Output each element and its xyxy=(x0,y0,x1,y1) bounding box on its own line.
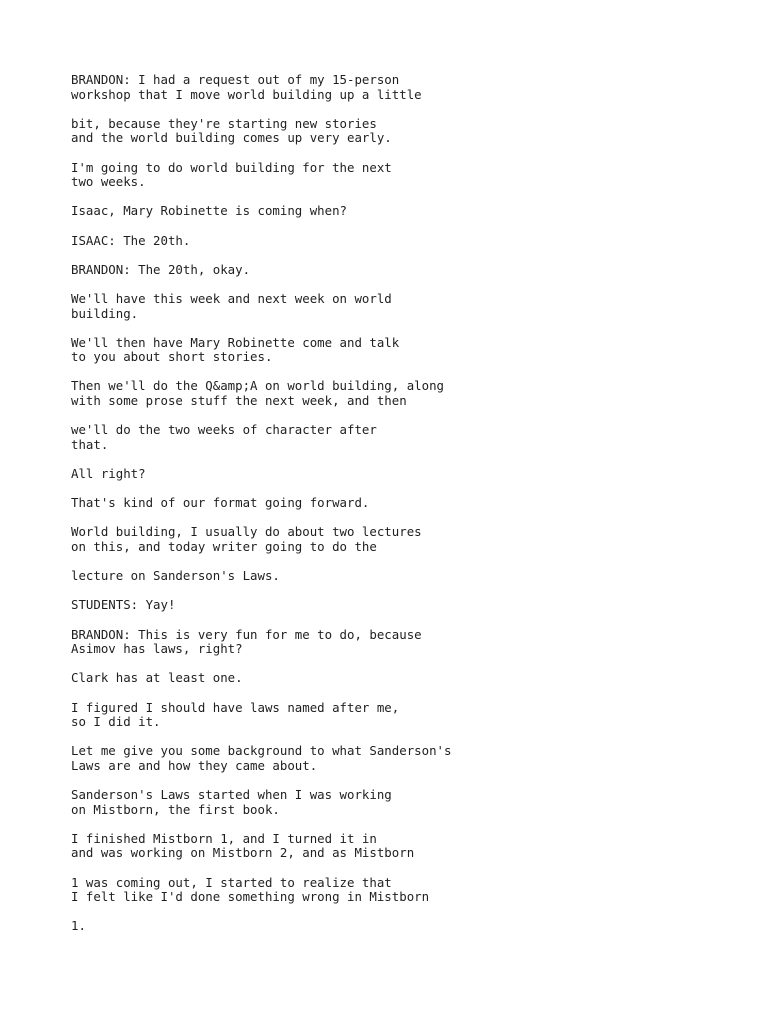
transcript-line: on Mistborn, the first book. xyxy=(71,801,280,817)
transcript-line: I felt like I'd done something wrong in Mistborn xyxy=(71,889,430,905)
transcript-paragraph xyxy=(71,467,731,482)
transcript-line: Sanderson's Laws started when I was working xyxy=(71,787,392,803)
transcript-line: BRANDON: I had a request out of my 15-person xyxy=(71,72,400,87)
transcript-paragraph xyxy=(71,423,731,452)
transcript-paragraph xyxy=(71,628,731,657)
transcript-paragraph xyxy=(71,671,731,686)
transcript-line: on this, and today writer going to do the xyxy=(71,539,377,554)
transcript-line: building. xyxy=(71,305,139,321)
transcript-paragraph xyxy=(71,292,731,321)
transcript-line: World building, I usually do about two lectures xyxy=(71,524,422,540)
transcript-line: I'm going to do world building for the next xyxy=(71,159,392,175)
transcript-line: that. xyxy=(71,436,109,452)
transcript-paragraph xyxy=(71,598,731,613)
transcript-line: Isaac, Mary Robinette is coming when? xyxy=(71,203,348,219)
transcript-line: I finished Mistborn 1, and I turned it in xyxy=(71,830,377,846)
transcript-paragraph xyxy=(71,525,731,554)
transcript-line: 1. xyxy=(71,918,86,934)
transcript-line: We'll have this week and next week on world xyxy=(71,290,392,306)
transcript-paragraph xyxy=(71,876,731,905)
transcript-line: I figured I should have laws named after me, xyxy=(71,699,400,715)
transcript-line: Then we'll do the Q&amp;A on world building, along xyxy=(71,378,444,394)
transcript-line: Let me give you some background to what Sanderson's xyxy=(71,743,452,759)
transcript-paragraph xyxy=(71,701,731,730)
transcript-paragraph xyxy=(71,263,731,278)
transcript-line: 1 was coming out, I started to realize that xyxy=(71,874,392,890)
transcript-line: to you about short stories. xyxy=(71,349,273,365)
transcript-paragraph xyxy=(71,788,731,817)
transcript-line: we'll do the two weeks of character after xyxy=(71,422,377,438)
transcript-line: BRANDON: The 20th, okay. xyxy=(71,261,251,277)
transcript-line: Laws are and how they came about. xyxy=(71,757,318,773)
transcript-line: bit, because they're starting new stories xyxy=(71,115,377,131)
transcript-paragraph xyxy=(71,919,731,934)
transcript-line: so I did it. xyxy=(71,714,161,730)
transcript-line: Clark has at least one. xyxy=(71,670,243,686)
transcript-paragraph xyxy=(71,832,731,861)
transcript-text xyxy=(71,73,731,949)
transcript-paragraph xyxy=(71,744,731,773)
transcript-line: with some prose stuff the next week, and then xyxy=(71,393,407,409)
transcript-line: lecture on Sanderson's Laws. xyxy=(71,568,280,584)
transcript-paragraph xyxy=(71,73,731,102)
transcript-line: workshop that I move world building up a little xyxy=(71,86,422,102)
transcript-paragraph xyxy=(71,204,731,219)
transcript-paragraph xyxy=(71,569,731,584)
transcript-line: ISAAC: The 20th. xyxy=(71,232,191,248)
transcript-line: That's kind of our format going forward. xyxy=(71,495,370,511)
transcript-line: STUDENTS: Yay! xyxy=(71,597,176,613)
transcript-paragraph xyxy=(71,234,731,249)
transcript-line: two weeks. xyxy=(71,174,146,190)
transcript-paragraph xyxy=(71,496,731,511)
transcript-line: We'll then have Mary Robinette come and talk xyxy=(71,334,400,350)
transcript-line: Asimov has laws, right? xyxy=(71,641,243,657)
transcript-line: BRANDON: This is very fun for me to do, because xyxy=(71,626,422,642)
transcript-paragraph xyxy=(71,336,731,365)
transcript-paragraph xyxy=(71,161,731,190)
transcript-line: and the world building comes up very early. xyxy=(71,130,392,146)
transcript-line: All right? xyxy=(71,466,146,482)
transcript-paragraph xyxy=(71,379,731,408)
transcript-paragraph xyxy=(71,117,731,146)
transcript-line: and was working on Mistborn 2, and as Mistborn xyxy=(71,845,415,861)
